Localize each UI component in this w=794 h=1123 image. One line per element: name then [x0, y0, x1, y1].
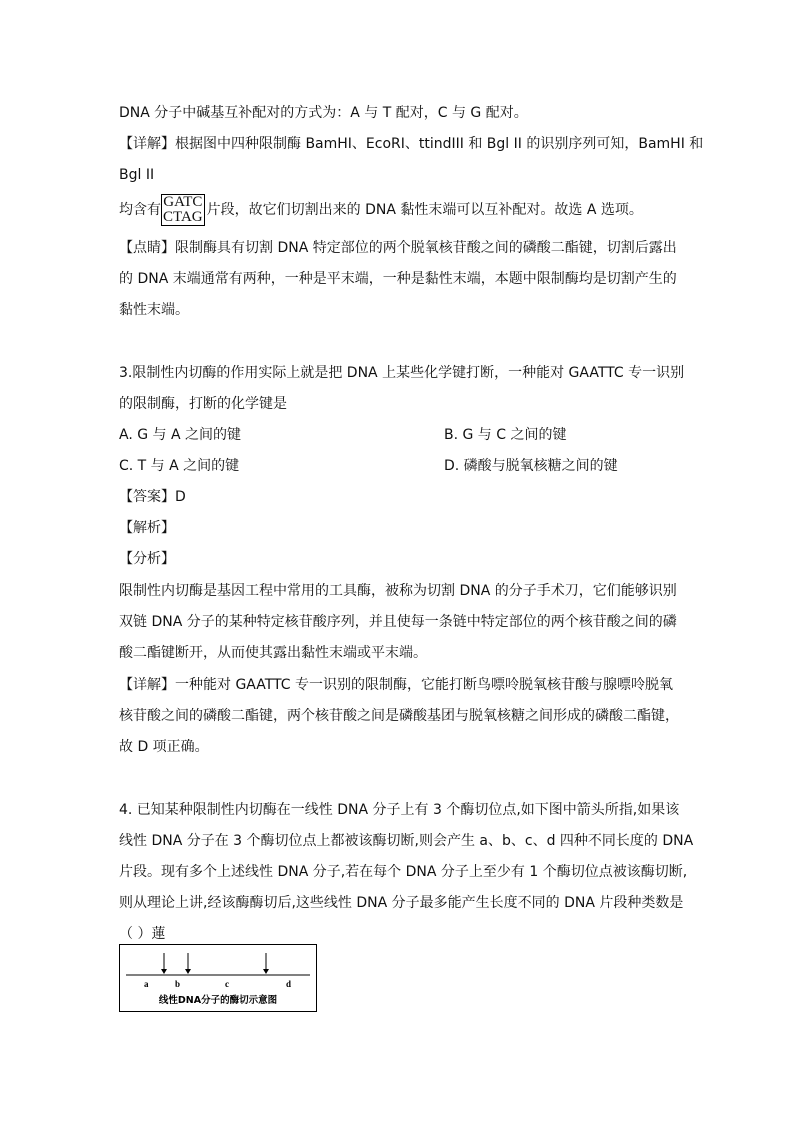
segment-label-d: d: [286, 979, 292, 989]
diagram-caption: 线性DNA分子的酶切示意图: [158, 995, 278, 1006]
text-line: 双链 DNA 分子的某种特定核苷酸序列，并且使每一条链中特定部位的两个核苷酸之间的磷: [119, 614, 677, 630]
text-line: 【详解】根据图中四种限制酶 BamHI、EcoRI、ttindIII 和 Bgl II 的识别序列可知，BamHI 和: [119, 136, 704, 152]
arrow-icon: [161, 953, 167, 974]
text-line: 【点睛】限制酶具有切割 DNA 特定部位的两个脱氧核苷酸之间的磷酸二酯键，切割后露出: [119, 240, 677, 256]
option-c: C. T 与 A 之间的键: [119, 458, 240, 474]
text-line: Bgl II: [119, 167, 155, 183]
segment-label-a: a: [144, 979, 149, 989]
text-line: 的 DNA 末端通常有两种，一种是平末端，一种是黏性末端，本题中限制酶均是切割产生的: [119, 271, 677, 287]
sequence-top: GATC: [163, 194, 203, 210]
question-4: 片段。现有多个上述线性 DNA 分子,若在每个 DNA 分子上至少有 1 个酶切位点被该酶切断,: [119, 864, 688, 880]
text-line: 核苷酸之间的磷酸二酯键，两个核苷酸之间是磷酸基团与脱氧核糖之间形成的磷酸二酯键，: [119, 708, 679, 724]
text-line: 黏性末端。: [119, 302, 189, 318]
text-line-with-sequence: [119, 193, 643, 227]
option-a: A. G 与 A 之间的键: [119, 427, 242, 443]
text-line: 酸二酯键断开，从而使其露出黏性末端或平末端。: [119, 645, 427, 661]
text-fragment: 均含有: [119, 202, 161, 218]
option-d: D. 磷酸与脱氧核糖之间的键: [444, 458, 618, 474]
option-b: B. G 与 C 之间的键: [444, 427, 567, 443]
answer: 【答案】D: [119, 489, 186, 505]
text-line: 【详解】一种能对 GAATTC 专一识别的限制酶，它能打断鸟嘌呤脱氧核苷酸与腺嘌呤脱氧: [119, 677, 674, 693]
question-4: （ ）蓮: [119, 926, 166, 942]
sequence-box: [161, 194, 205, 226]
dna-cut-diagram: [119, 944, 317, 1012]
sequence-bottom: CTAG: [163, 209, 203, 225]
section-heading: 【解析】: [119, 520, 175, 536]
text-line: 限制性内切酶是基因工程中常用的工具酶，被称为切割 DNA 的分子手术刀，它们能够识别: [119, 583, 677, 599]
question-4: 则从理论上讲,经该酶酶切后,这些线性 DNA 分子最多能产生长度不同的 DNA 片段种类数是: [119, 895, 684, 911]
section-heading: 【分析】: [119, 551, 175, 567]
arrow-icon: [185, 953, 191, 974]
segment-label-c: c: [225, 979, 229, 989]
text-line: DNA 分子中碱基互补配对的方式为：A 与 T 配对，C 与 G 配对。: [119, 105, 528, 121]
question-3: 3.限制性内切酶的作用实际上就是把 DNA 上某些化学键打断，一种能对 GAATTC 专一识别: [119, 365, 685, 381]
text-line: 故 D 项正确。: [119, 739, 209, 755]
text-fragment: 片段，故它们切割出来的 DNA 黏性末端可以互补配对。故选 A 选项。: [206, 202, 643, 218]
question-4: 线性 DNA 分子在 3 个酶切位点上都被该酶切断,则会产生 a、b、c、d 四种不同长度的 DNA: [119, 833, 694, 849]
arrow-icon: [263, 953, 269, 974]
question-4: 4. 已知某种限制性内切酶在一线性 DNA 分子上有 3 个酶切位点,如下图中箭头所指,如果该: [119, 802, 680, 818]
question-3: 的限制酶，打断的化学键是: [119, 396, 287, 412]
segment-label-b: b: [175, 979, 181, 989]
